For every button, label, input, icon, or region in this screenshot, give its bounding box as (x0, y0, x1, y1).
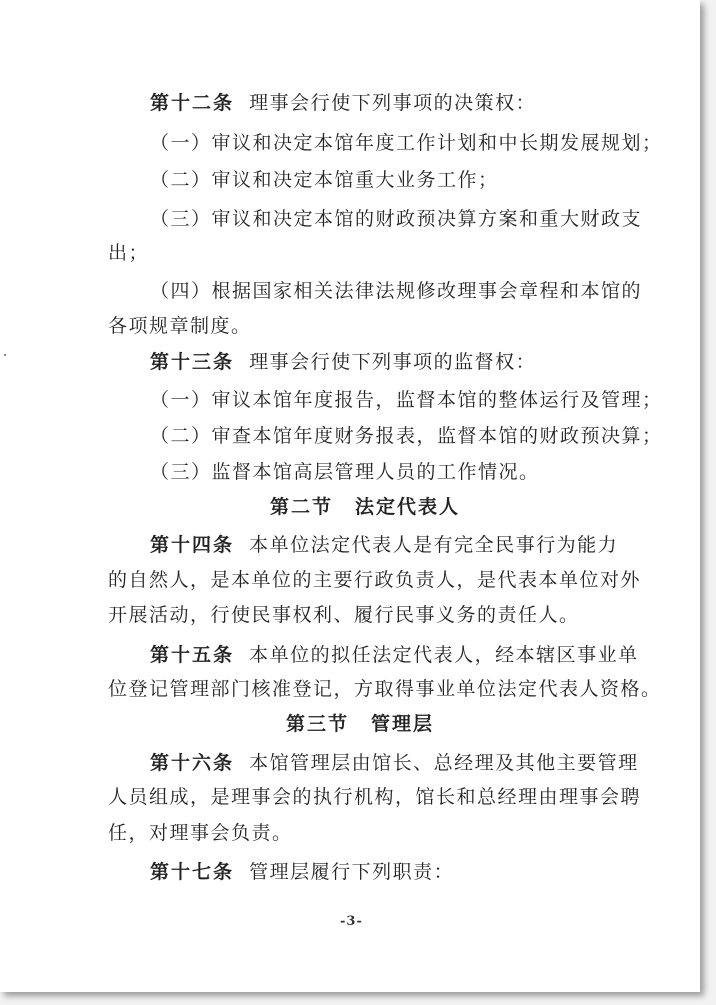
text-line: （二）审查本馆年度财务报表，监督本馆的财政预决算； (150, 425, 663, 447)
article-number: 第十四条 (150, 534, 235, 556)
text-line: 的自然人，是本单位的主要行政负责人，是代表本单位对外 (108, 569, 642, 591)
article-number: 第十二条 (150, 92, 235, 114)
article-12-line (150, 91, 536, 115)
section-heading (286, 712, 434, 736)
page-number: -3- (340, 914, 363, 929)
text-line: （三）监督本馆高层管理人员的工作情况。 (150, 461, 540, 483)
article-number: 第十三条 (150, 351, 235, 373)
article-text: 理事会行使下列事项的决策权： (249, 92, 537, 114)
article-number: 第十七条 (150, 861, 235, 883)
scan-speck (4, 354, 6, 356)
text-line: （二）审议和决定本馆重大业务工作； (150, 169, 499, 191)
article-17-line (150, 860, 454, 884)
text-line: 任，对理事会负责。 (108, 822, 293, 844)
section-title: 法定代表人 (355, 496, 461, 518)
section-heading (270, 495, 460, 519)
article-text: 管理层履行下列职责： (249, 861, 455, 883)
text-line: 出； (108, 242, 150, 264)
section-title: 管理层 (371, 713, 435, 735)
text-line: （一）审议和决定本馆年度工作计划和中长期发展规划； (150, 132, 663, 154)
article-text: 理事会行使下列事项的监督权： (249, 351, 537, 373)
text-line: 各项规章制度。 (108, 315, 252, 337)
text-line: 位登记管理部门核准登记，方取得事业单位法定代表人资格。 (108, 678, 662, 700)
article-16-line (150, 751, 639, 775)
text-line: （一）审议本馆年度报告，监督本馆的整体运行及管理； (150, 389, 663, 411)
article-14-line (150, 533, 618, 557)
text-line: （三）审议和决定本馆的财政预决算方案和重大财政支 (150, 208, 643, 230)
article-number: 第十五条 (150, 644, 235, 666)
text-line: 开展活动，行使民事权利、履行民事义务的责任人。 (108, 604, 580, 626)
text-line: 人员组成，是理事会的执行机构，馆长和总经理由理事会聘 (108, 786, 642, 808)
article-number: 第十六条 (150, 752, 235, 774)
article-15-line (150, 643, 639, 667)
section-label: 第二节 (270, 496, 334, 518)
article-13-line (150, 350, 536, 374)
section-label: 第三节 (286, 713, 350, 735)
article-text: 本单位法定代表人是有完全民事行为能力 (249, 534, 619, 556)
article-text: 本单位的拟任法定代表人，经本辖区事业单 (249, 644, 639, 666)
text-line: （四）根据国家相关法律法规修改理事会章程和本馆的 (150, 280, 643, 302)
article-text: 本馆管理层由馆长、总经理及其他主要管理 (249, 752, 639, 774)
